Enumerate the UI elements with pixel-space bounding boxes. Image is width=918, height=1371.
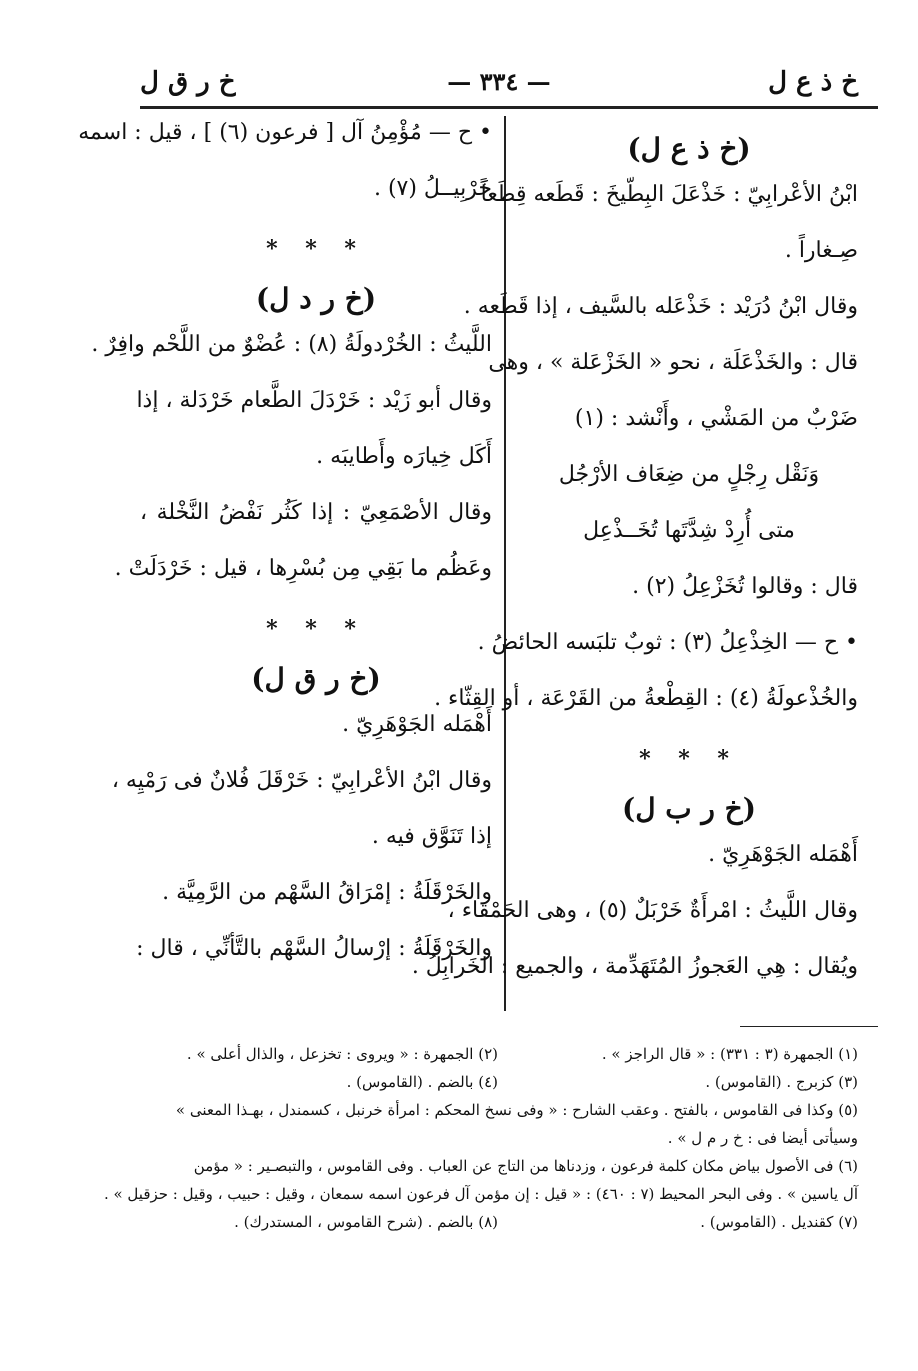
text-line: خَرْبِيــلُ (٧) .: [373, 176, 492, 201]
text-line: أَهْمَله الجَوْهَرِيّ .: [708, 842, 858, 867]
text-line: • ح — مُؤْمِنُ آل [ فرعون (٦) ] ، قيل : اسمه: [78, 120, 492, 145]
header-rule: [140, 106, 878, 109]
footnotes: [103, 1040, 858, 1236]
text-line: اللَّيثُ : الخُرْدولَةُ (٨) : عُضْوٌ من اللَّحْم وافِرٌ .: [91, 332, 492, 357]
page-header: [140, 55, 858, 105]
page-number: — ٣٣٤ —: [447, 67, 551, 96]
text-line: قال : والخَذْعَلَة ، نحو « الخَزْعَلة » ، وهى: [488, 350, 858, 375]
text-line: ويُقال : هِي العَجوزُ المُتَهَدِّمة ، والجميع : الخَرابِلُ .: [411, 954, 858, 979]
text-line: • ح — الخِذْعِلُ (٣) : ثوبٌ تلبَسه الحائضُ .: [477, 630, 858, 655]
footnote-2: (٢) الجمهرة : « ويروى : تخزعل ، والذال أعلى » .: [186, 1045, 498, 1063]
text-line: وقال ابْنُ الأعْرابِيّ : خَرْقَلَ فُلانٌ فى رَمْيِه ،: [111, 768, 492, 793]
text-line: أَهْمَله الجَوْهَرِيّ .: [342, 712, 492, 737]
text-line: أَكَل خِيارَه وأَطايبَه .: [316, 444, 492, 469]
section-separator: * * *: [266, 236, 366, 262]
footnote-row: [158, 1208, 858, 1236]
text-line: وقال الأصْمَعِيّ : إذا كَثُر نَفْضُ النَّخْلة ،: [140, 500, 492, 525]
text-line: قال : وقالوا تُخَزْعِلُ (٢) .: [632, 574, 858, 599]
footnote-4: (٤) بالضم . (القاموس) .: [346, 1073, 498, 1091]
footnote-5: (٥) وكذا فى القاموس ، بالفتح . وعقب الشارح : « وفى نسخ المحكم : امرأة خرنبل ، كسمندل ، بهـذا المعنى »: [175, 1101, 858, 1119]
footnote-8: (٨) بالضم . (شرح القاموس ، المستدرك) .: [234, 1213, 498, 1231]
entry-title: (خ ر د ل): [255, 282, 377, 315]
text-line: والخَرْقَلَةُ : إرْسالُ السَّهْم بالتَّأنِّي ، قال :: [136, 936, 492, 961]
text-line: والخُذْعولَةُ (٤) : القِطْعةُ من القَرْعَة ، أو القِثّاء .: [434, 686, 858, 711]
footnote-row: [158, 1040, 858, 1068]
footnote-5-cont: وسيأتى أيضا فى : خ ر م ل » .: [667, 1129, 858, 1147]
footnote-6-cont: آل ياسين » . وفى البحر المحيط (٧ : ٤٦٠) : « قيل : إن مؤمن آل فرعون اسمه سمعان ، وقيل : حبيب ، وقيل : حزقيل » .: [103, 1185, 858, 1203]
text-line: وقال ابْنُ دُرَيْد : خَذْعَله بالسَّيف ، إذا قَطَعه .: [463, 294, 858, 319]
footnote-7: (٧) كقنديل . (القاموس) .: [700, 1213, 858, 1231]
footnote-6: (٦) فى الأصول بياض مكان كلمة فرعون ، وزدناها من التاج عن العباب . وفى القاموس ، والتبصـير : « مؤمن: [193, 1157, 858, 1175]
text-line: والخَرْقَلَةُ : إمْرَاقُ السَّهْم من الرَّمِيَّة .: [162, 880, 492, 905]
left-column: [78, 118, 492, 990]
entry-title: (خ ذ ع ل): [627, 132, 751, 165]
text-line: إذا تَنَوَّق فيه .: [371, 824, 492, 849]
header-root-right: خ ذ ع ل: [768, 67, 858, 97]
verse-line: وَنَقْل رِجْلٍ من ضِعَاف الأرْجُل: [558, 462, 820, 487]
text-line: ابْنُ الأعْرابِيّ : خَذْعَلَ البِطّيخَ : قَطَعه قِطَعاً: [480, 182, 858, 207]
text-line: وعَظُم ما بَقِي مِن بُسْرِها ، قيل : خَرْدَلَتْ .: [114, 556, 492, 581]
footnote-row: [158, 1068, 858, 1096]
entry-title: (خ ر ب ل): [621, 792, 757, 825]
section-separator: * * *: [639, 746, 739, 772]
verse-line: متى أُرِدْ شِدَّتَها تُخَــذْعِل: [583, 518, 795, 543]
footnote-3: (٣) كزبرج . (القاموس) .: [705, 1073, 858, 1091]
text-line: ضَرْبٌ من المَشْي ، وأَنْشد : (١): [574, 406, 858, 431]
header-root-left: خ ر ق ل: [140, 67, 236, 97]
text-line: وقال اللَّيثُ : امْرأَةٌ خَرْبَلٌ (٥) ، وهى الحَمْقاء ،: [447, 898, 858, 923]
entry-title: (خ ر ق ل): [251, 662, 381, 695]
text-line: صِـغاراً .: [784, 238, 858, 263]
footnote-1: (١) الجمهرة (٣ : ٣٣١) : « قال الراجز » .: [601, 1045, 858, 1063]
footnote-rule: [740, 1026, 878, 1027]
text-line: وقال أبو زَيْد : خَرْدَلَ الطَّعام خَرْدَلة ، إذا: [136, 388, 492, 413]
section-separator: * * *: [266, 616, 366, 642]
column-separator: [504, 116, 506, 1011]
